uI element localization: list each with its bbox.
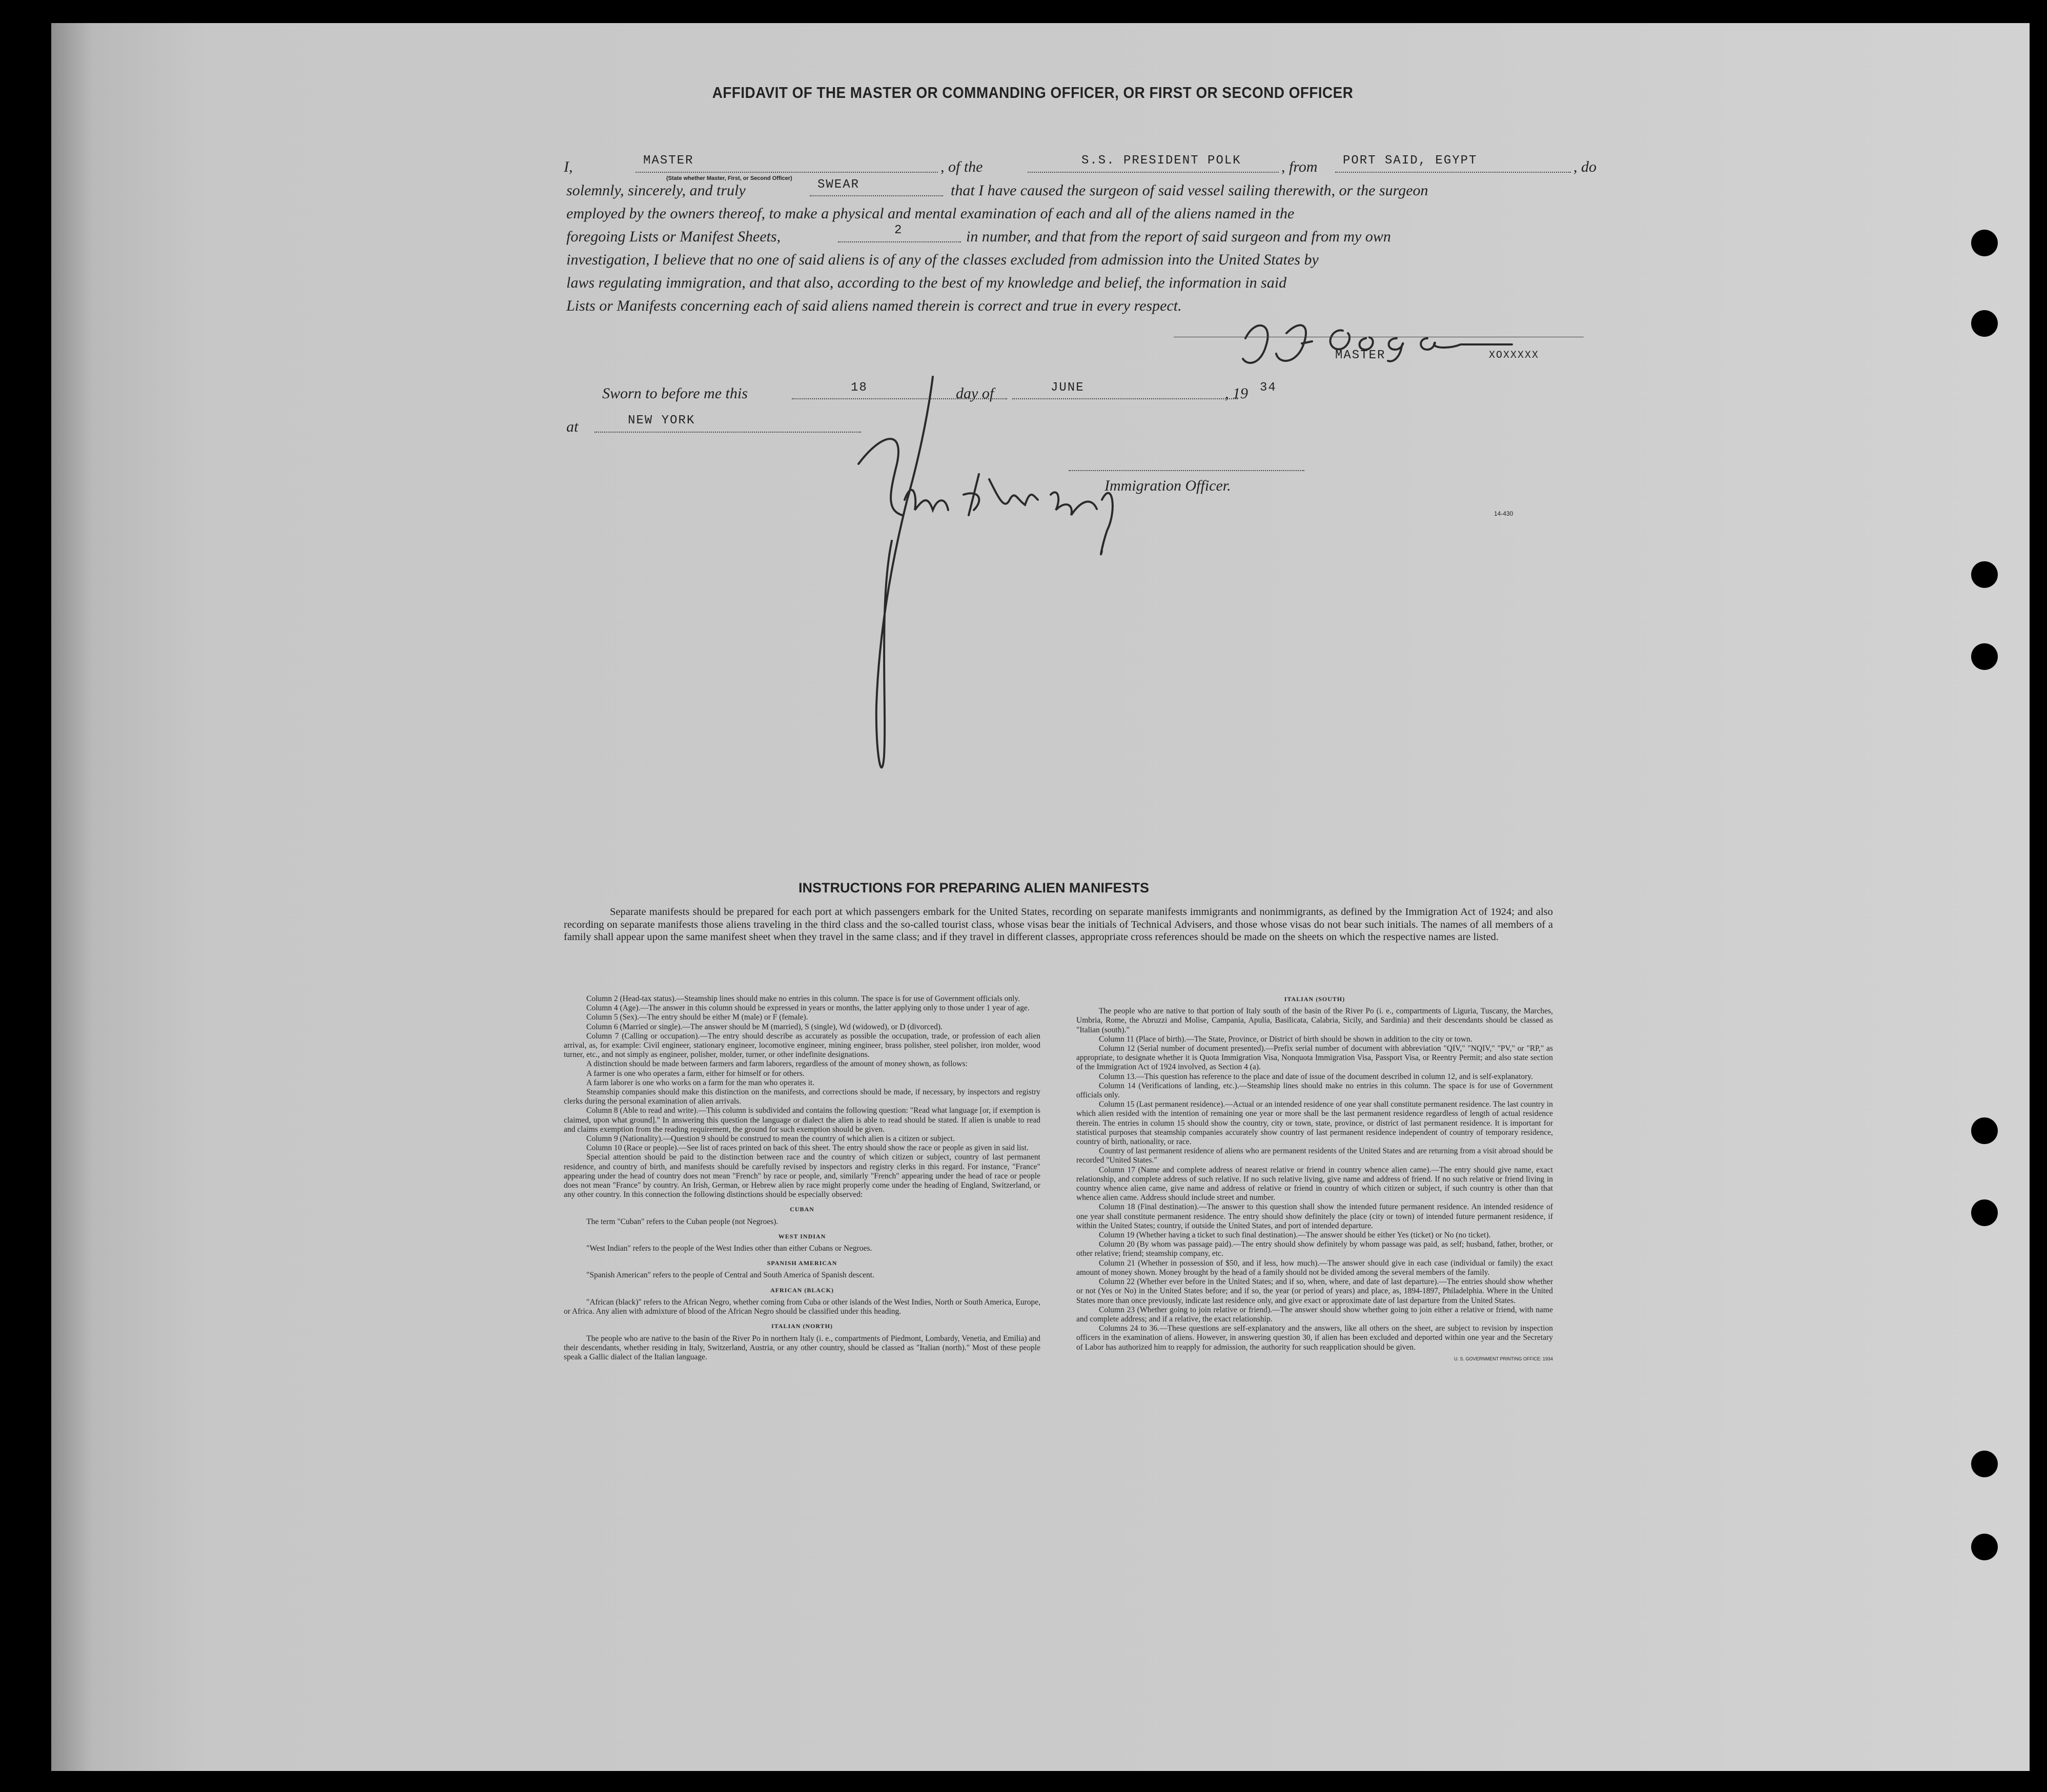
- right-para: The people who are native to that portion of Italy south of the basin of the River Po (i. e., compartments of Liguria, Tuscany, the Marches, Umbria, Rome, the Abruzzi and Molise, Campania, Apulia, Basilicata, Calabria, Sicily, and Sardinia) and their descendants should be classed as "Italian (south).": [1076, 1007, 1553, 1034]
- oath-of-the: , of the: [940, 158, 983, 175]
- right-para: Column 23 (Whether going to join relative or friend).—The answer should show whether going to join either a relative or friend, with name and complete address; and if a relative, the exact relationship.: [1076, 1305, 1553, 1323]
- oath-solemnly: solemnly, sincerely, and truly: [566, 182, 746, 199]
- right-para: Column 19 (Whether having a ticket to such final destination).—The answer should be either Yes (ticket) or No (no ticket).: [1099, 1231, 1491, 1240]
- rank-value: MASTER: [643, 154, 694, 168]
- african-text: "African (black)" refers to the African Negro, whether coming from Cuba or other islands of the West Indies, North or South America, Europe, or Africa. Any alien with admixture of blood of the African Negro should be classified under this heading.: [564, 1297, 1040, 1316]
- right-para: Column 14 (Verifications of landing, etc.).—Steamship lines should make no entries in this column. The space is for use of Government officials only.: [1076, 1081, 1553, 1100]
- left-para: Column 5 (Sex).—The entry should be either M (male) or F (female).: [586, 1013, 808, 1022]
- instructions-title: INSTRUCTIONS FOR PREPARING ALIEN MANIFESTS: [798, 880, 1150, 895]
- sworn-place: NEW YORK: [628, 414, 695, 427]
- sworn-year: 34: [1260, 381, 1277, 395]
- heading-west-indian: WEST INDIAN: [778, 1232, 826, 1240]
- instructions-right-column: [1076, 994, 1553, 1363]
- sworn-day: 18: [851, 381, 868, 395]
- left-para: A distinction should be made between farmers and farm laborers, regardless of the amount of money shown, as follows:: [586, 1060, 968, 1069]
- oath-i: I,: [564, 158, 573, 175]
- left-para: Column 9 (Nationality).—Question 9 should be construed to mean the country of which alien is a citizen or subject.: [586, 1134, 955, 1144]
- punch-hole: [1971, 1534, 1998, 1560]
- at-text: at: [566, 418, 579, 435]
- left-para: Column 4 (Age).—The answer in this column should be expressed in years or months, the latter applying only to those under 1 year of age.: [586, 1004, 1030, 1013]
- spanish-american-text: "Spanish American" refers to the people of Central and South America of Spanish descent.: [586, 1271, 874, 1280]
- left-para: A farm laborer is one who works on a farm for the man who operates it.: [586, 1078, 815, 1087]
- sworn-month: JUNE: [1051, 381, 1084, 395]
- oath-line5: investigation, I believe that no one of said aliens is of any of the classes excluded from admission into the United States by: [566, 251, 1319, 268]
- right-para: Column 17 (Name and complete address of nearest relative or friend in country whence alien came).—The entry should give name, exact relationship, and complete address of such relative. If no such relative living, give name and address of friend. If no such relative or friend living in country whence alien came, give name and address of relative or friend in country of which citizen or subject, if such country is other than that whence alien came. Address should include street and number.: [1076, 1165, 1553, 1203]
- heading-italian-north: ITALIAN (NORTH): [771, 1322, 833, 1330]
- left-para: Steamship companies should make this distinction on the manifests, and corrections should be made, if necessary, by inspectors and registry clerks during the personal examination of alien arrivals.: [564, 1088, 1040, 1106]
- right-para: Column 11 (Place of birth).—The State, Province, or District of birth should be shown in addition to the city or town.: [1099, 1034, 1472, 1044]
- right-para: Column 12 (Serial number of document presented).—Prefix serial number of document with abbreviation "QIV," "NQIV," "PV," or "RP," as appropriate, to designate whether it is Quota Immigration Visa, Nonquota Immigration Visa, Passport Visa, or Reentry Permit; and also state section of the Immigration Act of 1924 involved, as Section 4 (a).: [1076, 1044, 1553, 1072]
- left-para: Column 10 (Race or people).—See list of races printed on back of this sheet. The entry should show the race or people as given in said list.: [586, 1144, 1029, 1153]
- punch-hole: [1971, 1117, 1998, 1144]
- punch-hole: [1971, 230, 1998, 256]
- affidavit-title: AFFIDAVIT OF THE MASTER OR COMMANDING OFFICER, OR FIRST OR SECOND OFFICER: [712, 84, 1354, 101]
- punch-hole: [1971, 310, 1998, 337]
- struck-text: XOXXXXX: [1489, 350, 1540, 361]
- right-para: Column 22 (Whether ever before in the United States; and if so, when, where, and date of last departure).—The entries should show whether or not (Yes or No) in the United States before; and if so, the year (or period of years) and place, as, 1894-1897, Philadelphia. Where in the United States more than once previously, indicate last residence only, and give exact or approximate date of last departure from the United States.: [1076, 1277, 1553, 1305]
- year-prefix: , 19: [1225, 385, 1248, 402]
- port-underline: [1335, 172, 1571, 173]
- printer-imprint: U. S. GOVERNMENT PRINTING OFFICE: 1934: [1454, 1356, 1553, 1361]
- left-para: Special attention should be paid to the distinction between race and the country of which citizen or subject, country of last permanent residence, and country of birth, and manifests should be carefully revised by inspectors and registry clerks in this regard. For instance, "France" appearing under the head of country does not mean "French" by race or people, and, similarly "French" appearing under the head of race or people does not mean "France" by country. An Irish, German, or Hebrew alien by race might properly come under the heading of England, Switzerland, or any other country. In this connection the following distinctions should be especially observed:: [564, 1153, 1040, 1199]
- port-value: PORT SAID, EGYPT: [1343, 154, 1478, 168]
- cuban-text: The term "Cuban" refers to the Cuban people (not Negroes).: [586, 1217, 779, 1226]
- left-para: Column 2 (Head-tax status).—Steamship lines should make no entries in this column. The space is for use of Government officials only.: [586, 994, 1020, 1003]
- left-para: Column 8 (Able to read and write).—This column is subdivided and contains the following question: "Read what language [or, if exemption is claimed, upon what ground]." In answering this question the language or dialect the alien is able to read should be stated. If alien is unable to read and claims exemption from the reading requirement, the ground for such exemption should be given.: [564, 1106, 1040, 1134]
- rank-note: (State whether Master, First, or Second Officer): [666, 175, 792, 181]
- left-para: Column 6 (Married or single).—The answer should be M (married), S (single), Wd (widowed), or D (divorced).: [586, 1022, 943, 1031]
- punch-hole: [1971, 561, 1998, 588]
- oath-do: , do: [1573, 158, 1596, 175]
- punch-hole: [1971, 1451, 1998, 1477]
- left-para: A farmer is one who operates a farm, either for himself or for others.: [586, 1069, 805, 1078]
- heading-italian-south: ITALIAN (SOUTH): [1284, 995, 1345, 1003]
- italian-north-text: The people who are native to the basin of the River Po in northern Italy (i. e., compartments of Piedmont, Lombardy, Venetia, and Emilia) and their descendants, whether residing in Italy, Switzerland, Austria, or any other country, should be classed as "Italian (north)." Most of these people speak a Gallic dialect of the Italian language.: [564, 1334, 1040, 1361]
- oath-line4a: foregoing Lists or Manifest Sheets,: [566, 228, 781, 245]
- right-para: Column 18 (Final destination).—The answer to this question shall show the intended future permanent residence. An intended residence of one year shall constitute permanent residence. The entry should show definitely the place (city or town) of intended future permanent residence, if within the United States; country, if outside the United States, and port of intended departure.: [1076, 1203, 1553, 1230]
- vessel-name: S.S. PRESIDENT POLK: [1081, 154, 1241, 168]
- officer-sign-line: [1069, 470, 1304, 471]
- officer-title: Immigration Officer.: [1104, 477, 1231, 494]
- officer-signature: [815, 346, 1215, 792]
- west-indian-text: "West Indian" refers to the people of the West Indies other than either Cubans or Negroes.: [586, 1244, 872, 1253]
- sworn-text: Sworn to before me this: [602, 385, 748, 402]
- right-para: Column 15 (Last permanent residence).—Actual or an intended residence of one year shall constitute permanent residence. The last country in which alien resided with the intention of remaining one year or more shall be the last permanent residence regardless of length of actual residence therein. The entries in column 15 should show the country, city or town, state, province, or district of last permanent residence. It is important for statistical purposes that steamship companies accurately show country of last permanent residence independent of country of temporary residence, country of birth, nationality, or race.: [1076, 1100, 1553, 1147]
- heading-cuban: CUBAN: [790, 1206, 814, 1213]
- right-para: Column 21 (Whether in possession of $50, and if less, how much).—The answer should give in each case (individual or family) the exact amount of money shown. Money brought by the head of a family should not be divided among the several members of the family.: [1076, 1258, 1553, 1277]
- day-of-text: day of: [956, 385, 994, 402]
- right-para: Country of last permanent residence of aliens who are permanent residents of the United States and are returning from a visit abroad should be recorded "United States.": [1076, 1147, 1553, 1165]
- right-para: Column 20 (By whom was passage paid).—The entry should show definitely by whom passage was paid, as self; husband, father, brother, or other relative; friend; steamship company, etc.: [1076, 1240, 1553, 1258]
- sheets-count: 2: [894, 223, 903, 237]
- oath-line6: laws regulating immigration, and that also, according to the best of my knowledge and belief, the information in said: [566, 274, 1287, 291]
- left-para: Column 7 (Calling or occupation).—The entry should describe as accurately as possible the occupation, trade, or profession of each alien arrival, as, for example: Civil engineer, stationary engineer, locomotive engineer, mining engineer, brass polisher, steel polisher, iron molder, wood turner, etc., and not simply as engineer, polisher, molder, turner, or other indefinite designations.: [564, 1031, 1040, 1060]
- punch-hole: [1971, 1199, 1998, 1226]
- oath-from: , from: [1281, 158, 1318, 175]
- oath-line7: Lists or Manifests concerning each of said aliens named therein is correct and true in every respect.: [566, 297, 1182, 314]
- swear-underline: [810, 195, 943, 196]
- instructions-intro: Separate manifests should be prepared for each port at which passengers embark for the United States, recording on separate manifests immigrants and nonimmigrants, as defined by the Immigration Act of 1924; and also recording on separate manifests those aliens traveling in the third class and the so-called tourist class, whose visas bear the initials of Technical Advisers, and those whose visas do not bear such initials. The names of all members of a family shall appear upon the same manifest sheet when they travel in the same class; and if they travel in different classes, appropriate cross references should be made on the sheets on which the respective names are listed.: [564, 906, 1553, 943]
- instructions-left-column: [564, 994, 1040, 1362]
- oath-line3: employed by the owners thereof, to make a physical and mental examination of each and all of the aliens named in the: [566, 205, 1295, 222]
- form-number: 14-430: [1494, 510, 1513, 517]
- heading-spanish-american: SPANISH AMERICAN: [767, 1259, 837, 1267]
- oath-line2: that I have caused the surgeon of said vessel sailing therewith, or the surgeon: [951, 182, 1428, 199]
- heading-african: AFRICAN (BLACK): [770, 1286, 834, 1294]
- right-para: Column 13.—This question has reference to the place and date of issue of the document described in column 12, and is self-explanatory.: [1099, 1072, 1533, 1081]
- punch-hole: [1971, 643, 1998, 670]
- signer-title: MASTER: [1335, 349, 1386, 362]
- rank-underline: [636, 172, 938, 173]
- oath-word: SWEAR: [817, 178, 860, 192]
- sheets-underline: [838, 241, 961, 242]
- master-signature: [1225, 308, 1584, 374]
- vessel-underline: [1028, 172, 1279, 173]
- manifest-sheet: [51, 23, 2030, 1771]
- right-para: Columns 24 to 36.—These questions are self-explanatory and the answers, like all others on the sheet, are subject to revision by inspection officers in the examination of aliens. However, in answering question 30, if alien has been excluded and deported within one year and the Secretary of Labor has authorized him to reapply for admission, the authority for such reapplication should be given.: [1076, 1324, 1553, 1352]
- oath-line4b: in number, and that from the report of said surgeon and from my own: [966, 228, 1391, 245]
